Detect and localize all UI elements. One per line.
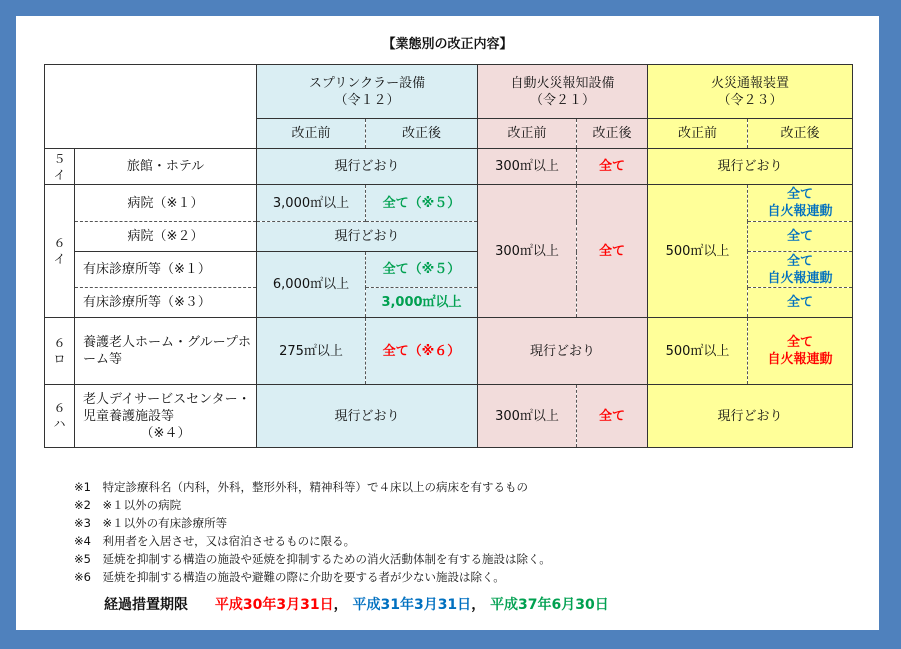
fire-alarm-after: 全て xyxy=(577,385,648,448)
fire-alarm-after: 全て xyxy=(577,149,648,185)
facility-name-note: （※４） xyxy=(140,425,191,441)
notify-before: 500㎡以上 xyxy=(648,185,748,318)
facility-name: 旅館・ホテル xyxy=(75,149,257,185)
table-row xyxy=(45,149,853,185)
notify-after-line2: 自火報連動 xyxy=(767,352,833,367)
notify-after-line1: 全て xyxy=(786,187,813,202)
sprinkler-header xyxy=(257,65,478,119)
notify-before-header: 改正前 xyxy=(648,119,748,149)
notify-header xyxy=(648,65,853,119)
footnotes xyxy=(74,478,551,586)
footnote: ※1 特定診療科名（内科，外科，整形外科，精神科等）で４床以上の病床を有するもの xyxy=(74,480,528,494)
facility-name: 有床診療所等（※３） xyxy=(75,288,257,318)
sprinkler-after: 全て（※５） xyxy=(366,252,478,288)
table-row xyxy=(45,185,853,222)
facility-name-main: 老人デイサービスセンター・児童養護施設等 xyxy=(83,391,251,424)
notify-after-line1: 全て xyxy=(786,253,813,269)
notify-after: 全て xyxy=(748,288,853,318)
sprinkler-after: 3,000㎡以上 xyxy=(366,288,478,318)
notify-after-line2: 自火報連動 xyxy=(767,204,833,219)
revision-table xyxy=(44,64,853,448)
fire-alarm-before: 300㎡以上 xyxy=(478,149,577,185)
category-code: ６ イ xyxy=(45,185,75,318)
sprinkler-after-header: 改正後 xyxy=(366,119,478,149)
notify-after-line1: 全て xyxy=(786,335,813,350)
sprinkler-value: 現行どおり xyxy=(257,149,478,185)
sprinkler-value: 現行どおり xyxy=(257,385,478,448)
deadline-label: 経過措置期限 xyxy=(104,597,188,613)
footnote: ※4 利用者を入居させ，又は宿泊させるものに限る。 xyxy=(74,534,356,548)
facility-name: 病院（※２） xyxy=(75,222,257,252)
fire-alarm-before: 300㎡以上 xyxy=(478,185,577,318)
fire-alarm-before-header: 改正前 xyxy=(478,119,577,149)
transition-deadline xyxy=(104,594,609,614)
sprinkler-value: 現行どおり xyxy=(257,222,478,252)
page-title: 【業態別の改正内容】 xyxy=(382,37,513,52)
fire-alarm-value: 現行どおり xyxy=(478,318,648,385)
corner-cell xyxy=(45,65,257,149)
footnote: ※5 延焼を抑制する構造の施設や延焼を抑制するための消火活動体制を有する施設は除く。 xyxy=(74,552,551,566)
footnote: ※6 延焼を抑制する構造の施設や避難の際に介助を要する者が少ない施設は除く。 xyxy=(74,570,505,584)
sprinkler-subtitle: （令１２） xyxy=(334,92,400,108)
sprinkler-before: 6,000㎡以上 xyxy=(257,252,366,318)
deadline-date-2: 平成31年3月31日 xyxy=(352,597,472,613)
sprinkler-after: 全て（※６） xyxy=(366,318,478,385)
facility-name: 有床診療所等（※１） xyxy=(75,252,257,288)
fire-alarm-after: 全て xyxy=(577,185,648,318)
deadline-date-1: 平成30年3月31日 xyxy=(214,597,334,613)
deadline-separator: ， xyxy=(471,597,486,613)
notify-value: 現行どおり xyxy=(648,385,853,448)
footnote: ※2 ※１以外の病院 xyxy=(74,498,182,512)
deadline-separator: ， xyxy=(333,597,348,613)
sprinkler-before: 275㎡以上 xyxy=(257,318,366,385)
notify-value: 現行どおり xyxy=(648,149,853,185)
facility-name: 養護老人ホーム・グループホーム等 xyxy=(75,318,257,385)
notify-after-header: 改正後 xyxy=(748,119,853,149)
notify-title: 火災通報装置 xyxy=(710,75,789,91)
notify-before: 500㎡以上 xyxy=(648,318,748,385)
sprinkler-before: 3,000㎡以上 xyxy=(257,185,366,222)
header-row xyxy=(45,65,853,119)
sprinkler-before-header: 改正前 xyxy=(257,119,366,149)
facility-name xyxy=(75,385,257,448)
footnote: ※3 ※１以外の有床診療所等 xyxy=(74,516,228,530)
content-panel xyxy=(16,16,879,630)
fire-alarm-header xyxy=(478,65,648,119)
sprinkler-after: 全て（※５） xyxy=(366,185,478,222)
table-row xyxy=(45,318,853,385)
category-code: ５ イ xyxy=(45,149,75,185)
category-code: ６ ハ xyxy=(45,385,75,448)
fire-alarm-before: 300㎡以上 xyxy=(478,385,577,448)
fire-alarm-after-header: 改正後 xyxy=(577,119,648,149)
notify-after xyxy=(748,318,853,385)
notify-after xyxy=(748,252,853,288)
category-code: ６ ロ xyxy=(45,318,75,385)
fire-alarm-subtitle: （令２１） xyxy=(529,92,595,108)
sprinkler-title: スプリンクラー設備 xyxy=(308,75,426,91)
table-row xyxy=(45,385,853,448)
notify-after xyxy=(748,185,853,222)
deadline-date-3: 平成37年6月30日 xyxy=(490,597,609,613)
notify-subtitle: （令２３） xyxy=(717,92,783,108)
facility-name: 病院（※１） xyxy=(75,185,257,222)
notify-after: 全て xyxy=(748,222,853,252)
notify-after-line2: 自火報連動 xyxy=(767,270,833,286)
fire-alarm-title: 自動火災報知設備 xyxy=(510,75,615,91)
